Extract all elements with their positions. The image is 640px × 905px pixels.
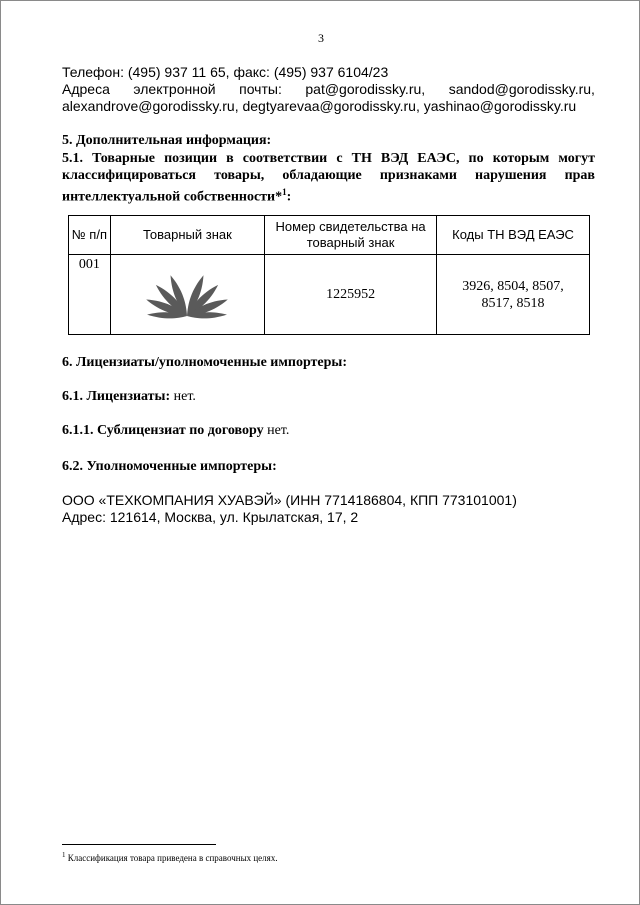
section-5-1-line-3-text: интеллектуальной собственности*	[62, 189, 283, 205]
sublicensee-label: 6.1.1. Сублицензиат по договору	[62, 423, 264, 438]
table-row	[69, 255, 590, 335]
section-5-1-line-3	[62, 184, 595, 205]
email-pat: pat@gorodissky.ru,	[305, 81, 426, 97]
emails-line-1	[62, 81, 595, 98]
footnote-text: Классификация товара приведена в справочных целях.	[65, 853, 278, 863]
section-5-title: 5. Дополнительная информация:	[62, 133, 272, 148]
section-5-1	[62, 150, 595, 205]
emails-line-2: alexandrove@gorodissky.ru, degtyarevaa@gorodissky.ru, yashinao@gorodissky.ru	[62, 98, 577, 114]
row-certificate: 1225952	[265, 255, 437, 335]
section-6-2-title: 6.2. Уполномоченные импортеры:	[62, 459, 277, 474]
licensees-label: 6.1. Лицензиаты:	[62, 389, 171, 404]
huawei-logo-icon	[139, 264, 235, 326]
row-num: 001	[69, 255, 111, 335]
importer-name: ООО «ТЕХКОМПАНИЯ ХУАВЭЙ» (ИНН 7714186804, КПП 773101001)	[62, 492, 517, 508]
footnote	[62, 849, 278, 864]
section-5-1-colon: :	[286, 189, 292, 205]
section-6-title: 6. Лицензиаты/уполномоченные импортеры:	[62, 355, 348, 370]
header-num: № п/п	[69, 216, 111, 255]
emails-label-word3: почты:	[239, 81, 282, 97]
importer-address: Адрес: 121614, Москва, ул. Крылатская, 17, 2	[62, 509, 359, 525]
section-5-1-line-1: 5.1. Товарные позиции в соответствии с ТН ВЭД ЕАЭС, по которым могут	[62, 151, 595, 166]
email-sandod: sandod@gorodissky.ru,	[448, 81, 595, 97]
footnote-divider	[62, 844, 216, 845]
trademark-table	[68, 215, 590, 335]
table-header-row	[69, 216, 590, 255]
section-6-1	[62, 388, 196, 405]
emails-label-word1: Адреса	[62, 81, 110, 97]
header-certificate: Номер свидетельства на товарный знак	[265, 216, 437, 255]
page-number: 3	[318, 31, 324, 45]
contacts-block	[62, 64, 595, 115]
row-trademark	[110, 255, 264, 335]
header-codes: Коды ТН ВЭД ЕАЭС	[437, 216, 590, 255]
section-5-1-line-2: классифицироваться товары, обладающие признаками нарушения прав	[62, 168, 595, 183]
header-trademark: Товарный знак	[110, 216, 264, 255]
licensees-value: нет.	[170, 389, 196, 404]
phone-fax-line: Телефон: (495) 937 11 65, факс: (495) 937 6104/23	[62, 64, 389, 80]
emails-label-word2: электронной	[133, 81, 216, 97]
footnote-number: 1	[62, 851, 66, 859]
footnote-ref-superscript: 1	[282, 187, 287, 197]
section-6-1-1	[62, 422, 289, 439]
sublicensee-value: нет.	[263, 423, 290, 438]
row-codes: 3926, 8504, 8507, 8517, 8518	[437, 255, 590, 335]
